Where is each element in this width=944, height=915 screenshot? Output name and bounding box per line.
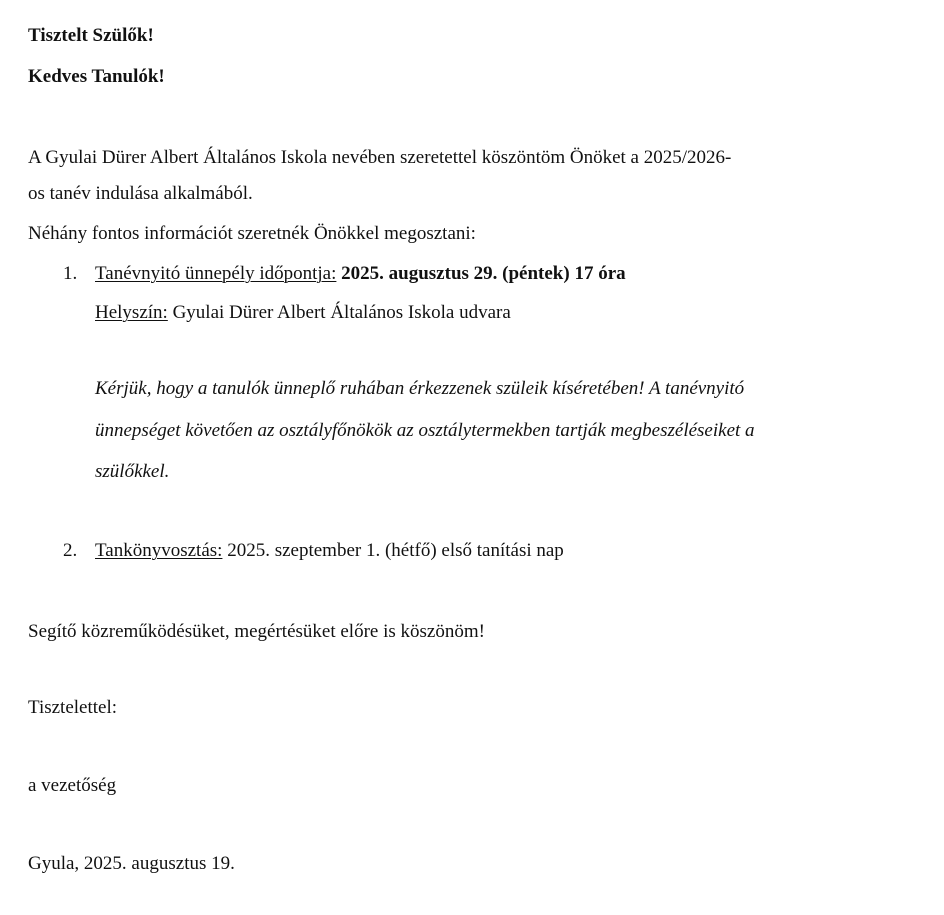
ceremony-time-label: Tanévnyitó ünnepély időpontja:	[95, 263, 337, 284]
textbook-label: Tankönyvosztás:	[95, 540, 223, 561]
intro-line-1: A Gyulai Dürer Albert Általános Iskola nevében szeretettel köszöntöm Önöket a 2025/2026-	[28, 147, 732, 168]
note-line-2: ünnepséget követően az osztályfőnökök az osztálytermekben tartják megbeszéléseiket a	[95, 420, 755, 441]
note-line-1: Kérjük, hogy a tanulók ünneplő ruhában érkezzenek szüleik kíséretében! A tanévnyitó	[95, 378, 745, 399]
list-item-number: 2.	[63, 540, 78, 561]
signature-text: a vezetőség	[28, 775, 117, 796]
place-date-text: Gyula, 2025. augusztus 19.	[28, 853, 235, 874]
ceremony-time-value: 2025. augusztus 29. (péntek) 17 óra	[341, 263, 626, 284]
intro-line-2: os tanév indulása alkalmából.	[28, 183, 253, 204]
greeting-parents: Tisztelt Szülők!	[28, 25, 154, 46]
note-line-3: szülőkkel.	[95, 461, 170, 482]
thanks-text: Segítő közreműködésüket, megértésüket előre is köszönöm!	[28, 621, 485, 642]
list-item-1	[63, 262, 626, 286]
intro-line-3: Néhány fontos információt szeretnék Önökkel megosztani:	[28, 223, 476, 244]
regards-text: Tisztelettel:	[28, 697, 118, 718]
list-item-number: 1.	[63, 263, 78, 284]
textbook-value: 2025. szeptember 1. (hétfő) első tanítási nap	[222, 540, 564, 561]
location-value: Gyulai Dürer Albert Általános Iskola udvara	[167, 302, 511, 323]
list-item-2	[63, 539, 564, 563]
greeting-students: Kedves Tanulók!	[28, 66, 165, 87]
location-label: Helyszín:	[95, 302, 168, 323]
ceremony-location	[95, 301, 511, 325]
